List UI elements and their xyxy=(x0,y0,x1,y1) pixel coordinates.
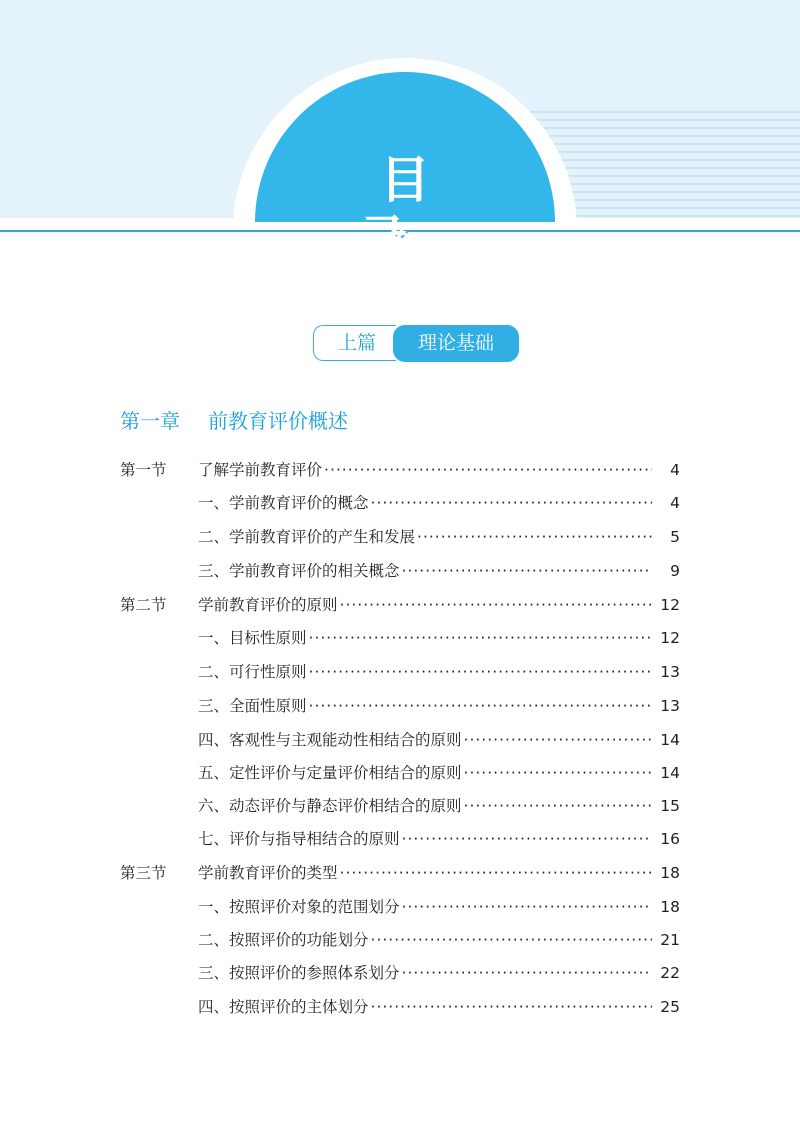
toc-item[interactable] xyxy=(198,489,680,517)
leader-dots xyxy=(371,489,652,517)
toc-item[interactable] xyxy=(198,624,680,652)
page-number: 14 xyxy=(660,764,680,782)
toc-item[interactable] xyxy=(198,792,680,820)
part-name: 理论基础 xyxy=(417,332,494,354)
item-title: 一、目标性原则 xyxy=(198,629,307,647)
leader-dots xyxy=(464,726,652,754)
leader-dots xyxy=(417,523,652,551)
toc-item[interactable] xyxy=(198,658,680,686)
page-number: 12 xyxy=(660,596,680,614)
page-number: 13 xyxy=(660,663,680,681)
page-number: 25 xyxy=(660,998,680,1016)
toc-item[interactable] xyxy=(198,959,680,987)
leader-dots xyxy=(309,692,652,720)
toc-section[interactable] xyxy=(120,456,680,484)
leader-dots xyxy=(464,759,652,787)
page-number: 14 xyxy=(660,731,680,749)
toc-item[interactable] xyxy=(198,523,680,551)
leader-dots xyxy=(309,658,652,686)
chapter-title: 前教育评价概述 xyxy=(208,409,348,433)
leader-dots xyxy=(340,591,652,619)
toc-item[interactable] xyxy=(198,692,680,720)
item-title: 二、可行性原则 xyxy=(198,663,307,681)
leader-dots xyxy=(402,557,652,585)
part-name-box xyxy=(393,325,519,362)
toc-item[interactable] xyxy=(198,926,680,954)
toc-item[interactable] xyxy=(198,557,680,585)
toc-section[interactable] xyxy=(120,591,680,619)
page-number: 12 xyxy=(660,629,680,647)
item-title: 三、学前教育评价的相关概念 xyxy=(198,562,400,580)
leader-dots xyxy=(340,859,652,887)
chapter-heading xyxy=(120,405,348,434)
leader-dots xyxy=(464,792,652,820)
chapter-number: 第一章 xyxy=(120,409,180,433)
toc-item[interactable] xyxy=(198,993,680,1021)
section-title: 学前教育评价的原则 xyxy=(198,596,338,614)
page-number: 13 xyxy=(660,697,680,715)
page-number: 18 xyxy=(660,898,680,916)
section-title: 学前教育评价的类型 xyxy=(198,864,338,882)
leader-dots xyxy=(309,624,652,652)
toc-item[interactable] xyxy=(198,759,680,787)
page-number: 4 xyxy=(670,494,680,512)
toc-item[interactable] xyxy=(198,893,680,921)
page-number: 22 xyxy=(660,964,680,982)
page-number: 18 xyxy=(660,864,680,882)
page-number: 21 xyxy=(660,931,680,949)
toc-section[interactable] xyxy=(120,859,680,887)
leader-dots xyxy=(402,959,652,987)
section-number: 第二节 xyxy=(120,596,167,614)
item-title: 一、学前教育评价的概念 xyxy=(198,494,369,512)
leader-dots xyxy=(402,893,652,921)
page-number: 5 xyxy=(670,528,680,546)
page-title: 目 录 xyxy=(358,151,474,269)
item-title: 三、按照评价的参照体系划分 xyxy=(198,964,400,982)
item-title: 二、按照评价的功能划分 xyxy=(198,931,369,949)
leader-dots xyxy=(371,926,652,954)
page-number: 9 xyxy=(670,562,680,580)
item-title: 二、学前教育评价的产生和发展 xyxy=(198,528,416,546)
item-title: 三、全面性原则 xyxy=(198,697,307,715)
section-number: 第三节 xyxy=(120,864,167,882)
toc-item[interactable] xyxy=(198,726,680,754)
leader-dots xyxy=(402,825,652,853)
item-title: 四、按照评价的主体划分 xyxy=(198,998,369,1016)
page-number: 15 xyxy=(660,797,680,815)
page-number: 16 xyxy=(660,830,680,848)
section-number: 第一节 xyxy=(120,461,167,479)
part-prefix-box xyxy=(313,325,396,361)
toc-item[interactable] xyxy=(198,825,680,853)
item-title: 五、定性评价与定量评价相结合的原则 xyxy=(198,764,462,782)
section-title: 了解学前教育评价 xyxy=(198,461,323,479)
item-title: 一、按照评价对象的范围划分 xyxy=(198,898,400,916)
part-prefix: 上篇 xyxy=(337,332,376,354)
item-title: 七、评价与指导相结合的原则 xyxy=(198,830,400,848)
page-number: 4 xyxy=(670,461,680,479)
leader-dots xyxy=(371,993,652,1021)
item-title: 六、动态评价与静态评价相结合的原则 xyxy=(198,797,462,815)
item-title: 四、客观性与主观能动性相结合的原则 xyxy=(198,731,462,749)
leader-dots xyxy=(324,456,652,484)
